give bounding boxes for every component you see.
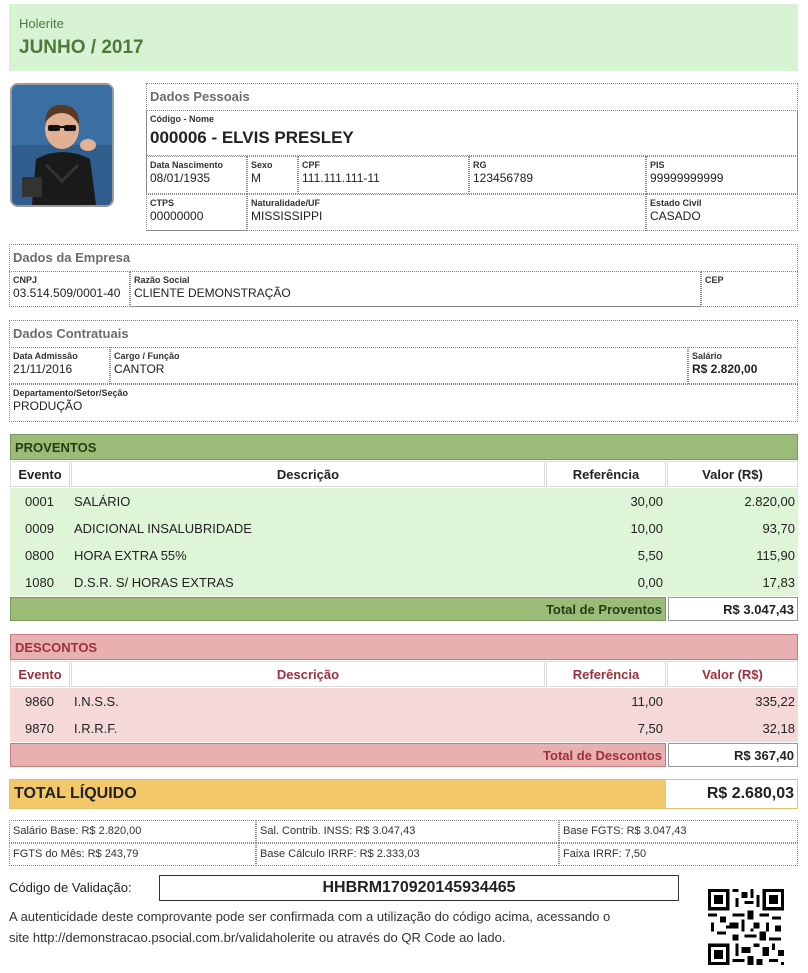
earnings-title: PROVENTOS (10, 434, 798, 460)
deductions-col-value: Valor (R$) (667, 661, 798, 687)
irrf-bracket: Faixa IRRF: 7,50 (559, 843, 798, 866)
department-cell (9, 384, 798, 422)
earnings-reference: 5,50 (637, 548, 663, 563)
admission-label: Data Admissão (13, 351, 78, 361)
payslip-header (9, 4, 798, 71)
validation-code[interactable]: HHBRM170920145934465 (159, 875, 679, 901)
earnings-reference: 30,00 (630, 494, 663, 509)
deductions-col-reference: Referência (546, 661, 666, 687)
table-row (10, 488, 798, 515)
deductions-total-value: R$ 367,40 (668, 743, 798, 767)
deductions-value: 335,22 (755, 694, 795, 709)
code-name-value: 000006 - ELVIS PRESLEY (150, 128, 354, 147)
earnings-header-row (10, 461, 798, 488)
marital-status-cell (646, 194, 798, 231)
fgts-month: FGTS do Mês: R$ 243,79 (9, 843, 256, 866)
earnings-col-value: Valor (R$) (667, 461, 798, 487)
sex-cell (247, 156, 298, 194)
table-row (10, 715, 798, 742)
earnings-value: 2.820,00 (744, 494, 795, 509)
company-name-value: CLIENTE DEMONSTRAÇÃO (134, 286, 291, 300)
role-label: Cargo / Função (114, 351, 180, 361)
fgts-base: Base FGTS: R$ 3.047,43 (559, 820, 798, 843)
company-name-label: Razão Social (134, 275, 190, 285)
role-value: CANTOR (114, 362, 165, 376)
earnings-col-description: Descrição (71, 461, 545, 487)
company-data-title: Dados da Empresa (13, 250, 131, 265)
role-cell (110, 347, 688, 384)
earnings-reference: 0,00 (637, 575, 663, 590)
earnings-event: 0001 (25, 494, 54, 509)
earnings-value: 93,70 (762, 521, 795, 536)
pis-cell (646, 156, 798, 194)
earnings-description: ADICIONAL INSALUBRIDADE (74, 521, 252, 536)
birth-date-value: 08/01/1935 (150, 171, 211, 185)
earnings-description: SALÁRIO (74, 494, 131, 509)
table-row (10, 569, 798, 596)
earnings-col-event: Evento (10, 461, 70, 487)
validation-note-line2: site http://demonstracao.psocial.com.br/validaholerite ou através do QR Code ao lado. (9, 930, 506, 945)
sex-label: Sexo (251, 160, 273, 170)
earnings-event: 0800 (25, 548, 54, 563)
pis-label: PIS (650, 160, 665, 170)
deductions-reference: 7,50 (637, 721, 663, 736)
deductions-title: DESCONTOS (10, 634, 798, 660)
salary-value: R$ 2.820,00 (692, 362, 758, 376)
deductions-event: 9870 (25, 721, 54, 736)
header-title: JUNHO / 2017 (19, 37, 144, 58)
code-name-label: Código - Nome (150, 114, 214, 124)
earnings-description: HORA EXTRA 55% (74, 548, 187, 563)
birthplace-label: Naturalidade/UF (251, 198, 321, 208)
birth-date-cell (146, 156, 247, 194)
inss-contribution-salary: Sal. Contrib. INSS: R$ 3.047,43 (256, 820, 559, 843)
earnings-value: 17,83 (762, 575, 795, 590)
deductions-total-label: Total de Descontos (10, 743, 666, 767)
earnings-event: 1080 (25, 575, 54, 590)
deductions-col-event: Evento (10, 661, 70, 687)
cpf-label: CPF (302, 160, 320, 170)
sex-value: M (251, 171, 261, 185)
earnings-description: D.S.R. S/ HORAS EXTRAS (74, 575, 234, 590)
earnings-reference: 10,00 (630, 521, 663, 536)
code-name-cell (146, 110, 798, 156)
earnings-total-label: Total de Proventos (10, 597, 666, 621)
deductions-col-description: Descrição (71, 661, 545, 687)
pis-value: 99999999999 (650, 171, 724, 185)
header-subtitle: Holerite (19, 16, 64, 31)
deductions-reference: 11,00 (631, 694, 663, 709)
table-row (10, 688, 798, 715)
net-total-label: TOTAL LÍQUIDO (10, 780, 666, 808)
qr-code-icon[interactable] (708, 889, 784, 965)
salary-cell (688, 347, 798, 384)
marital-status-value: CASADO (650, 209, 701, 223)
personal-data-title: Dados Pessoais (150, 89, 250, 104)
base-salary: Salário Base: R$ 2.820,00 (9, 820, 256, 843)
net-total-bar (9, 779, 798, 809)
cnpj-value: 03.514.509/0001-40 (13, 286, 121, 300)
department-value: PRODUÇÃO (13, 399, 83, 413)
birth-date-label: Data Nascimento (150, 160, 224, 170)
earnings-total-value: R$ 3.047,43 (668, 597, 798, 621)
department-label: Departamento/Setor/Seção (13, 388, 129, 398)
cnpj-cell (9, 271, 130, 307)
cep-label: CEP (705, 275, 724, 285)
cep-cell (701, 271, 798, 307)
employee-photo (10, 83, 114, 207)
ctps-value: 00000000 (150, 209, 204, 223)
table-row (10, 515, 798, 542)
admission-cell (9, 347, 110, 384)
cpf-cell (298, 156, 469, 194)
irrf-calc-base: Base Cálculo IRRF: R$ 2.333,03 (256, 843, 559, 866)
validation-label: Código de Validação: (9, 880, 132, 895)
rg-cell (469, 156, 646, 194)
earnings-event: 0009 (25, 521, 54, 536)
deductions-value: 32,18 (762, 721, 795, 736)
company-name-cell (130, 271, 701, 307)
rg-value: 123456789 (473, 171, 534, 185)
ctps-cell (146, 194, 247, 231)
rg-label: RG (473, 160, 487, 170)
deductions-description: I.N.S.S. (74, 694, 119, 709)
cpf-value: 111.111.111-11 (302, 171, 380, 185)
birthplace-cell (247, 194, 646, 231)
cnpj-label: CNPJ (13, 275, 38, 285)
admission-value: 21/11/2016 (13, 362, 73, 376)
deductions-header-row (10, 661, 798, 688)
marital-status-label: Estado Civil (650, 198, 702, 208)
salary-label: Salário (692, 351, 723, 361)
validation-note-line1: A autenticidade deste comprovante pode ser confirmada com a utilização do código acima, acessando o (9, 909, 611, 924)
table-row (10, 542, 798, 569)
contract-data-title: Dados Contratuais (13, 326, 129, 341)
birthplace-value: MISSISSIPPI (251, 209, 323, 223)
deductions-event: 9860 (25, 694, 54, 709)
earnings-value: 115,90 (756, 548, 795, 563)
earnings-col-reference: Referência (546, 461, 666, 487)
net-total-value: R$ 2.680,03 (706, 785, 794, 802)
deductions-description: I.R.R.F. (74, 721, 118, 736)
ctps-label: CTPS (150, 198, 175, 208)
